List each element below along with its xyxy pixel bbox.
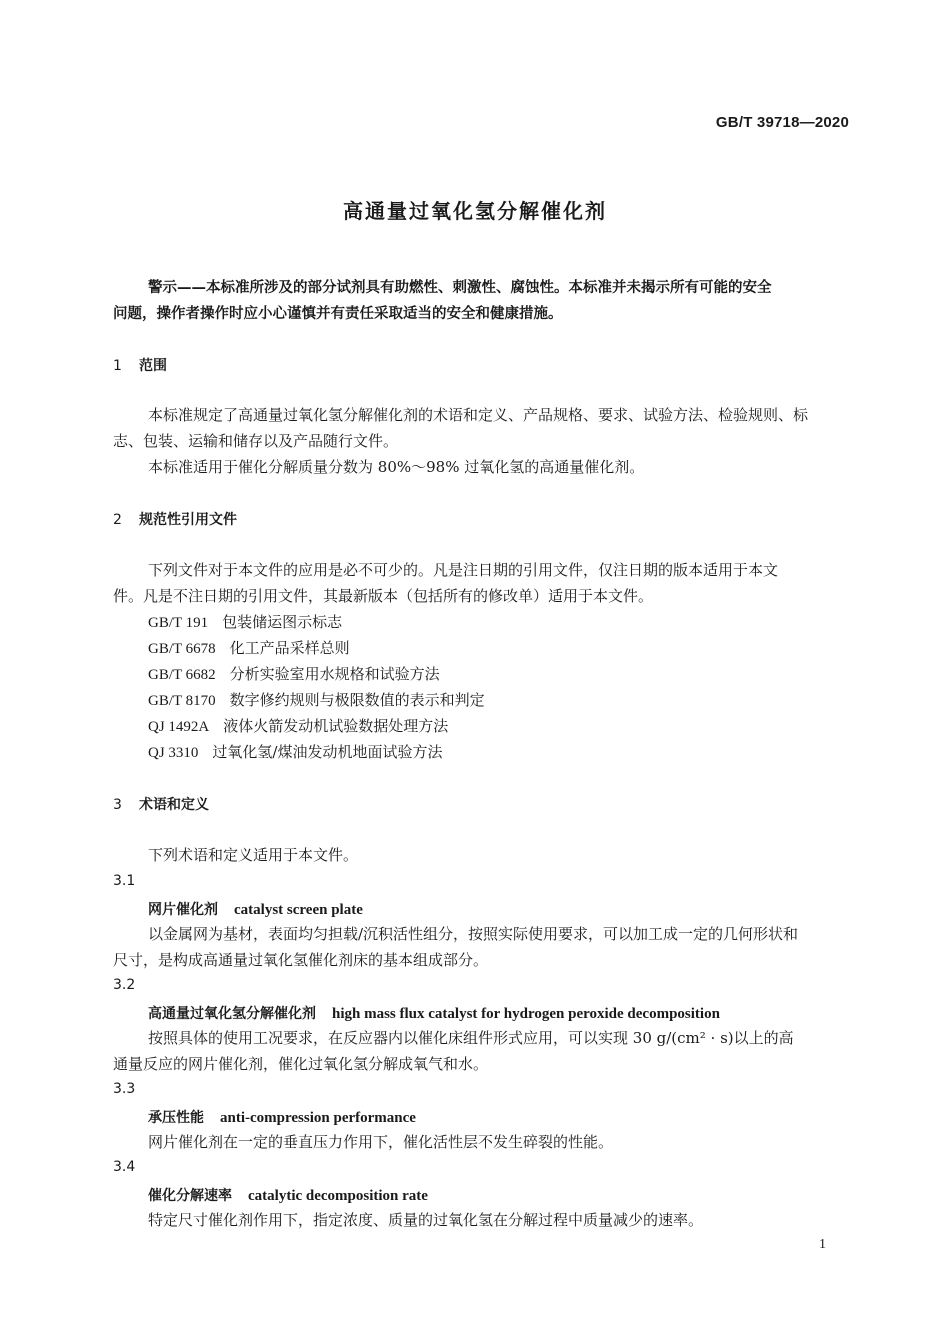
reference-code: GB/T 6682	[148, 667, 216, 683]
paragraph: 下列术语和定义适用于本文件。	[148, 846, 359, 864]
term-english: high mass flux catalyst for hydrogen peroxide decomposition	[332, 1006, 720, 1022]
reference-code: QJ 1492A	[148, 719, 210, 735]
term-chinese: 催化分解速率	[148, 1188, 232, 1204]
term-number: 3.4	[113, 1159, 136, 1175]
term-definition: 通量反应的网片催化剂，催化过氧化氢分解成氧气和水。	[113, 1055, 489, 1073]
reference-title: 数字修约规则与极限数值的表示和判定	[229, 691, 485, 709]
section-title: 规范性引用文件	[139, 512, 237, 528]
term-chinese: 网片催化剂	[148, 902, 218, 918]
reference-item	[148, 635, 350, 662]
section-3-heading	[113, 794, 209, 814]
reference-title: 包装储运图示标志	[222, 613, 343, 631]
term-english: catalyst screen plate	[234, 902, 363, 918]
term-heading	[148, 899, 363, 919]
term-definition: 网片催化剂在一定的垂直压力作用下，催化活性层不发生碎裂的性能。	[148, 1133, 614, 1151]
standard-number: GB/T 39718—2020	[715, 114, 849, 131]
term-definition: 按照具体的使用工况要求，在反应器内以催化床组件形式应用，可以实现 30 g/(cm² · s)以上的高	[148, 1029, 794, 1047]
section-number: 2	[113, 512, 122, 528]
reference-title: 过氧化氢/煤油发动机地面试验方法	[212, 743, 443, 761]
reference-title: 液体火箭发动机试验数据处理方法	[223, 717, 449, 735]
section-title: 术语和定义	[139, 797, 209, 813]
warning-line-2: 问题，操作者操作时应小心谨慎并有责任采取适当的安全和健康措施。	[113, 306, 563, 322]
term-number: 3.1	[113, 873, 136, 889]
term-heading	[148, 1107, 416, 1127]
paragraph: 本标准适用于催化分解质量分数为 80%～98% 过氧化氢的高通量催化剂。	[148, 458, 645, 476]
reference-code: QJ 3310	[148, 745, 199, 761]
reference-code: GB/T 6678	[148, 641, 216, 657]
reference-item	[148, 661, 440, 688]
term-definition: 尺寸，是构成高通量过氧化氢催化剂床的基本组成部分。	[113, 951, 489, 969]
term-heading	[148, 1185, 428, 1205]
term-english: anti-compression performance	[220, 1110, 416, 1126]
section-number: 3	[113, 797, 122, 813]
reference-item	[148, 609, 342, 636]
reference-title: 化工产品采样总则	[229, 639, 350, 657]
term-english: catalytic decomposition rate	[248, 1188, 428, 1204]
reference-item	[148, 713, 448, 740]
warning-line-1: 警示——本标准所涉及的部分试剂具有助燃性、刺激性、腐蚀性。本标准并未揭示所有可能的安全	[148, 280, 772, 296]
paragraph: 志、包装、运输和储存以及产品随行文件。	[113, 432, 399, 450]
term-definition: 特定尺寸催化剂作用下，指定浓度、质量的过氧化氢在分解过程中质量减少的速率。	[148, 1211, 704, 1229]
term-definition: 以金属网为基材，表面均匀担载/沉积活性组分，按照实际使用要求，可以加工成一定的几何形状和	[148, 925, 799, 943]
reference-code: GB/T 191	[148, 615, 209, 631]
section-2-heading	[113, 509, 237, 529]
reference-code: GB/T 8170	[148, 693, 216, 709]
term-chinese: 高通量过氧化氢分解催化剂	[148, 1006, 316, 1022]
term-chinese: 承压性能	[148, 1110, 204, 1126]
reference-title: 分析实验室用水规格和试验方法	[229, 665, 440, 683]
paragraph: 下列文件对于本文件的应用是必不可少的。凡是注日期的引用文件，仅注日期的版本适用于本文	[148, 561, 779, 579]
paragraph: 件。凡是不注日期的引用文件，其最新版本（包括所有的修改单）适用于本文件。	[113, 587, 654, 605]
reference-item	[148, 687, 485, 714]
term-heading	[148, 1003, 720, 1023]
reference-item	[148, 739, 442, 766]
term-number: 3.2	[113, 977, 136, 993]
section-title: 范围	[139, 358, 167, 374]
page-number: 1	[819, 1237, 826, 1252]
paragraph: 本标准规定了高通量过氧化氢分解催化剂的术语和定义、产品规格、要求、试验方法、检验规则、标	[148, 406, 809, 424]
term-number: 3.3	[113, 1081, 136, 1097]
section-number: 1	[113, 358, 122, 374]
document-title: 高通量过氧化氢分解催化剂	[343, 199, 607, 223]
section-1-heading	[113, 355, 167, 375]
